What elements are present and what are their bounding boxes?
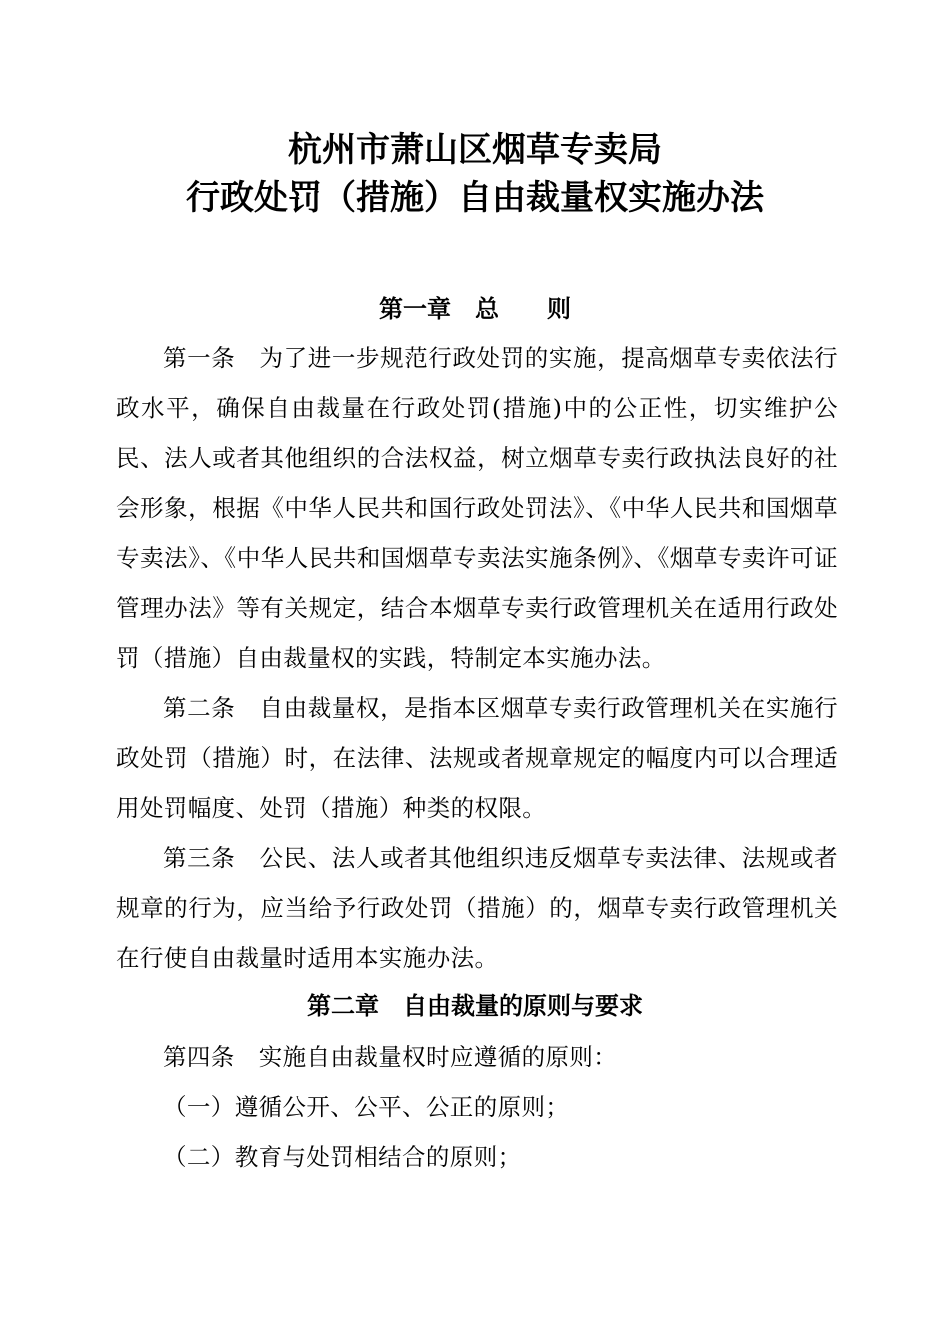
chapter-1-heading xyxy=(0,294,950,324)
document-title-line2: 行政处罚（措施）自由裁量权实施办法 xyxy=(186,178,764,218)
article-3 xyxy=(116,833,838,983)
article-2 xyxy=(116,683,838,833)
document-title-line1: 杭州市萧山区烟草专卖局 xyxy=(288,130,662,170)
principle-item-2: （二）教育与处罚相结合的原则； xyxy=(163,1143,522,1171)
article-4 xyxy=(116,1032,838,1082)
chapter-1-word1: 总 xyxy=(475,295,499,323)
principle-item-1: （一）遵循公开、公平、公正的原则； xyxy=(163,1093,570,1121)
article-2-text: 自由裁量权，是指本区烟草专卖行政管理机关在实施行政处罚（措施）时，在法律、法规或者规章规定的幅度内可以合理适用处罚幅度、处罚（措施）种类的权限。 xyxy=(116,694,838,822)
chapter-2-heading xyxy=(0,991,950,1021)
chapter-2-label: 第二章 xyxy=(307,992,379,1020)
chapter-1-word2: 则 xyxy=(547,295,571,323)
article-1-label: 第一条 xyxy=(163,344,236,372)
chapter-2-title: 自由裁量的原则与要求 xyxy=(403,992,643,1020)
article-1 xyxy=(116,333,838,683)
article-1-text: 为了进一步规范行政处罚的实施，提高烟草专卖依法行政水平，确保自由裁量在行政处罚(措施)中的公正性，切实维护公民、法人或者其他组织的合法权益，树立烟草专卖行政执法良好的社会形象，根据《中华人民共和国行政处罚法》、《中华人民共和国烟草专卖法》、《中华人民共和国烟草专卖法实施条例》、《烟草专卖许可证管理办法》等有关规定，结合本烟草专卖行政管理机关在适用行政处罚（措施）自由裁量权的实践，特制定本实施办法。 xyxy=(116,344,838,672)
article-4-label: 第四条 xyxy=(163,1043,235,1071)
article-3-text: 公民、法人或者其他组织违反烟草专卖法律、法规或者规章的行为，应当给予行政处罚（措施）的，烟草专卖行政管理机关在行使自由裁量时适用本实施办法。 xyxy=(116,844,838,972)
article-4-text: 实施自由裁量权时应遵循的原则： xyxy=(258,1043,618,1071)
article-2-label: 第二条 xyxy=(163,694,236,722)
chapter-1-label: 第一章 xyxy=(379,295,451,323)
article-3-label: 第三条 xyxy=(163,844,236,872)
